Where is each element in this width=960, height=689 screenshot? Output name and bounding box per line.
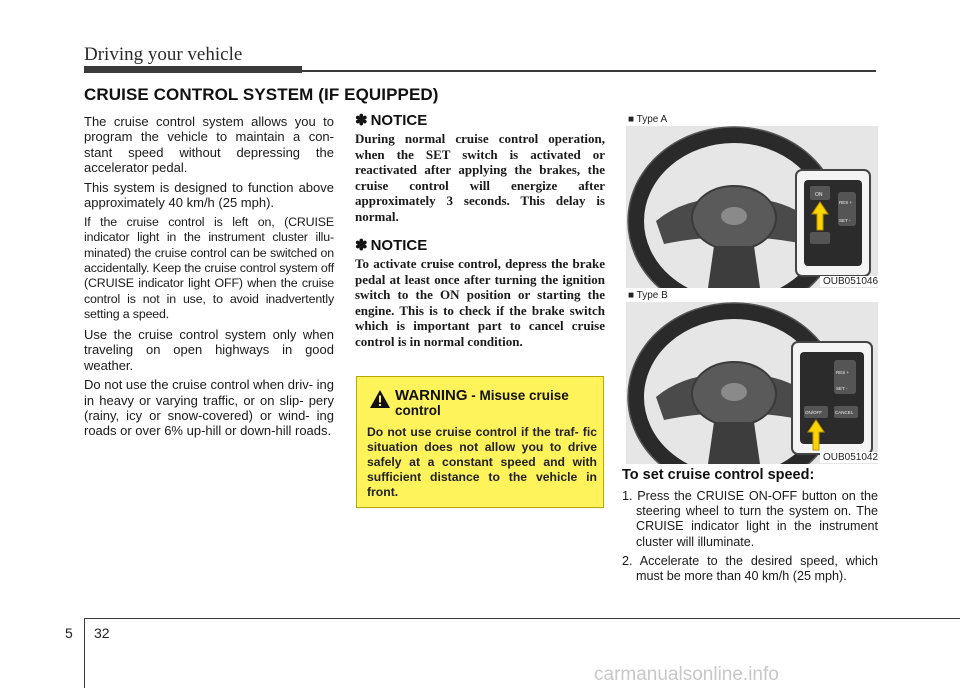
warning-word: WARNING [395,387,468,404]
notice-title: NOTICE [370,237,428,254]
footer-rule [84,618,960,619]
notice-column [355,111,605,361]
figure-type-label: ■ Type B [628,290,668,301]
header-rule-thick [84,66,302,73]
warning-box [356,376,604,508]
button-label: ON [815,192,823,198]
button-label: CANCEL [835,410,854,415]
warning-subject: - Misuse cruise control [395,388,569,418]
warning-triangle-icon [369,389,391,409]
list-item: 2. Accelerate to the desired speed, which must be more than 40 km/h (25 mph). [622,553,878,584]
notice-title: NOTICE [370,112,428,129]
steering-wheel-figure-b [626,302,878,464]
notice-body: During normal cruise control operation, when the SET switch is activated or reactivated after applying the brakes, the cruise control will energize after approximately 3 seconds. This delay is normal. [355,131,605,224]
list-item: 1. Press the CRUISE ON-OFF button on the steering wheel to turn the system on. The CRUISE indicator light in the instrument cluster will illuminate. [622,489,878,549]
intro-paragraph: If the cruise control is left on, (CRUISE indicator light in the instrument cluster illu- minated) the cruise control can be switched on accidentally. Keep the cruise control system off (CRUISE indicator light OFF) when the cruise control is not in use, to avoid inadvertently setting a speed. [84,214,334,322]
watermark-text: carmanualsonline.info [594,664,779,685]
header-rule-thin [302,70,876,72]
steering-wheel-illustration [626,302,878,464]
notice-star-icon: ✽ [355,237,368,254]
footer-rule-vertical [84,618,85,688]
button-label: RES + [836,370,850,375]
figure-type-label: ■ Type A [628,114,668,125]
figure-code: OUB051042 [820,452,878,463]
intro-paragraph: Do not use the cruise control when driv- ing in heavy or varying traffic, or on slip- pery (rainy, icy or snow-covered) or wind- ing roads or over 6% up-hill or down-hill roads. [84,377,335,439]
set-speed-heading: To set cruise control speed: [622,467,815,483]
warning-heading [395,388,600,418]
warning-body: Do not use cruise control if the traf- fic situation does not allow you to drive safely at a constant speed and with sufficient distance to the vehicle in front. [367,425,597,499]
figure-code: OUB051046 [820,276,878,287]
page-header-title: Driving your vehicle [84,44,243,65]
button-label: RES + [839,200,853,205]
button-label: SET - [839,218,851,223]
button-label: SET - [836,386,848,391]
intro-paragraph: The cruise control system allows you to program the vehicle to maintain a con- stant speed without depressing the accelerator pedal. [84,114,334,176]
intro-paragraph: Use the cruise control system only when traveling on open highways in good weather. [84,326,334,373]
section-title: CRUISE CONTROL SYSTEM (IF EQUIPPED) [84,85,439,104]
intro-paragraph: This system is designed to function above approximately 40 km/h (25 mph). [84,179,334,211]
steering-wheel-figure-a [626,126,878,288]
page-number: 32 [94,625,110,641]
notice-body: To activate cruise control, depress the brake pedal at least once after turning the ignition switch to the ON position or starting the engine. This is to check if the brake switch which is important part to cancel cruise control is in normal condition. [355,256,605,349]
notice-heading [355,236,605,254]
notice-heading [355,111,605,129]
intro-column [84,114,334,443]
button-label: ON/OFF [805,410,822,415]
set-speed-steps [622,489,878,588]
notice-star-icon: ✽ [355,112,368,129]
steering-wheel-illustration [626,126,878,288]
page-chapter-number: 5 [65,625,73,641]
